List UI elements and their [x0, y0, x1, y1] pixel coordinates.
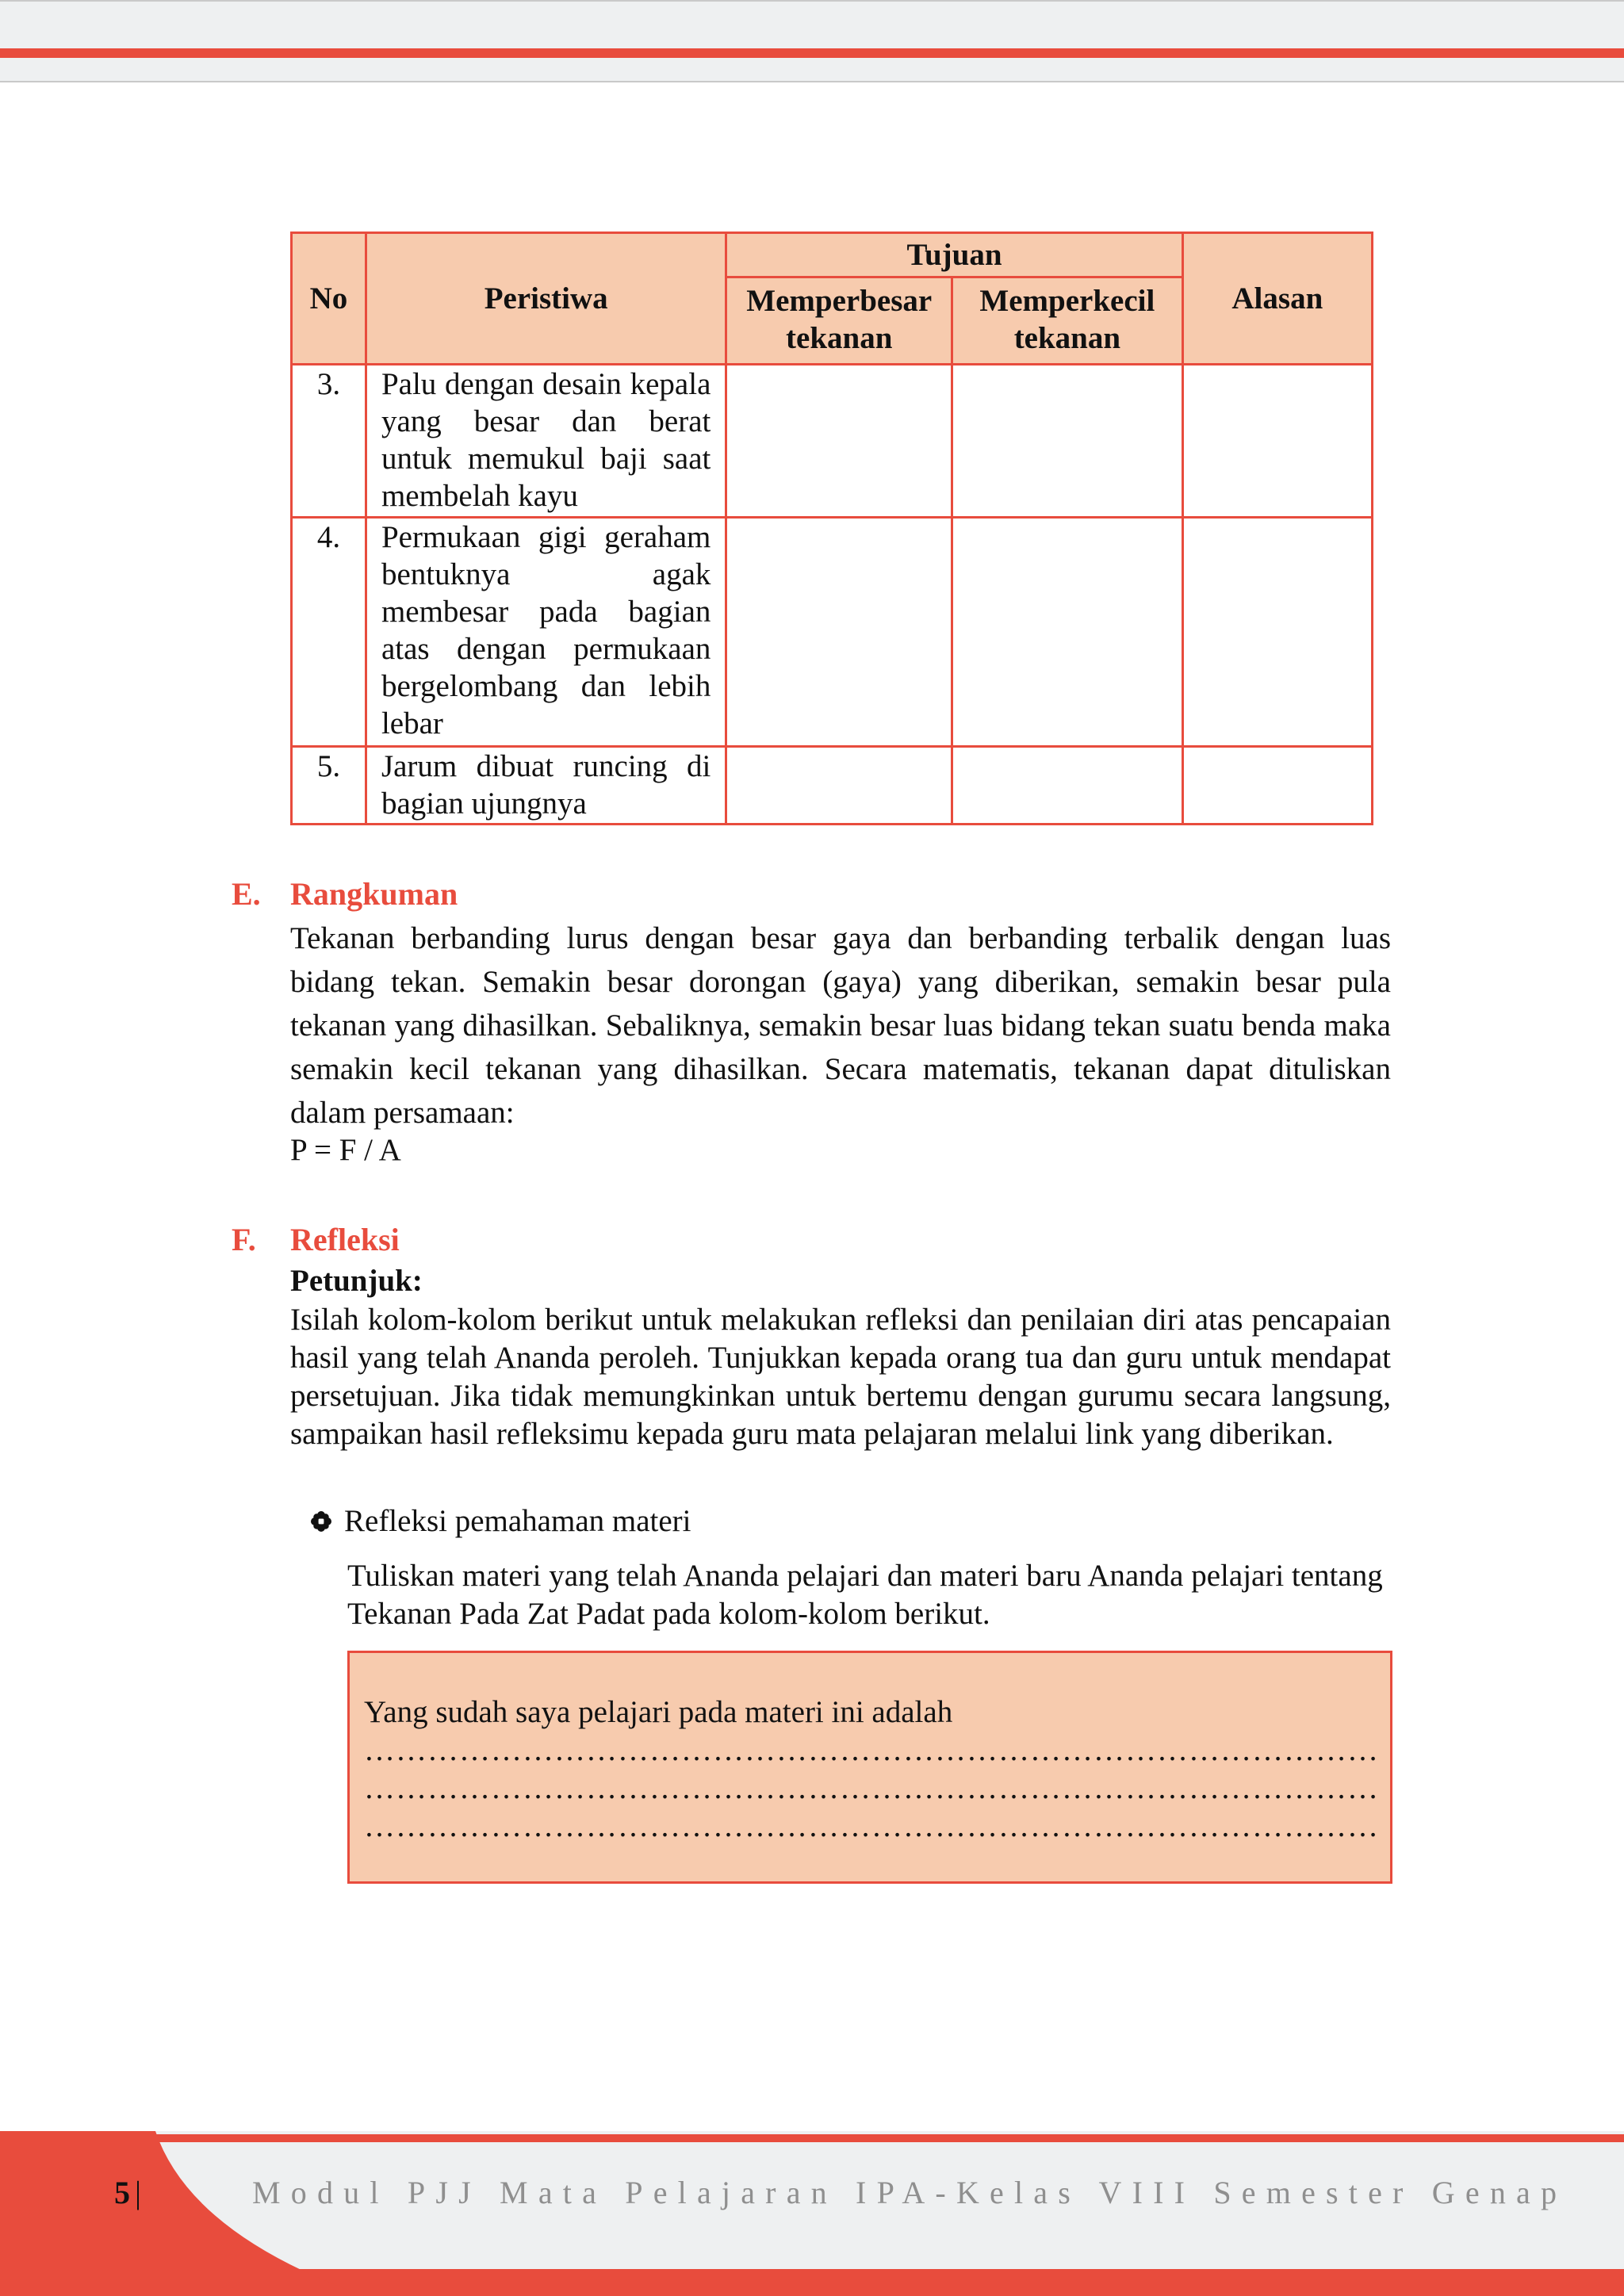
cell-alasan[interactable]	[1182, 518, 1372, 747]
header-accent-line	[0, 48, 1624, 58]
header-alasan: Alasan	[1182, 233, 1372, 365]
cell-memperbesar[interactable]	[726, 518, 952, 747]
reflection-box[interactable]	[347, 1651, 1392, 1884]
footer-module-title: Modul PJJ Mata Pelajaran IPA-Kelas VIII Semester Genap	[252, 2175, 1568, 2210]
table-row	[292, 518, 1373, 747]
dotted-answer-line[interactable]: ……………………………………………………………………………………	[364, 1809, 1379, 1843]
header-no: No	[292, 233, 366, 365]
table-row	[292, 365, 1373, 518]
row-peristiwa: Permukaan gigi geraham bentuknya agak membesar pada bagian atas dengan permukaan bergelombang dan lebih lebar	[366, 518, 726, 747]
pressure-formula: P = F / A	[290, 1133, 401, 1167]
section-e-letter: E.	[232, 876, 261, 912]
row-no: 5.	[292, 747, 366, 825]
section-f-letter: F.	[232, 1222, 256, 1257]
header-peristiwa: Peristiwa	[366, 233, 726, 365]
page-number: 5 |	[114, 2175, 142, 2210]
section-f-title: Refleksi	[290, 1222, 400, 1257]
header-memperkecil: Memperkecil tekanan	[952, 277, 1183, 365]
section-e-title: Rangkuman	[290, 876, 458, 912]
section-f-body: Isilah kolom-kolom berikut untuk melakukan refleksi dan penilaian diri atas pencapaian hasil yang telah Ananda peroleh. Tunjukkan kepada orang tua dan guru untuk mendapat persetujuan. Jika tidak memungkinkan untuk bertemu dengan gurumu secara langsung, sampaikan hasil refleksimu kepada guru mata pelajaran melalui link yang diberikan.	[290, 1303, 1391, 1451]
peristiwa-table	[290, 232, 1373, 825]
section-e-body: Tekanan berbanding lurus dengan besar gaya dan berbanding terbalik dengan luas bidang tekan. Semakin besar dorongan (gaya) yang diberikan, semakin besar pula tekanan yang dihasilkan. Sebaliknya, semakin besar luas bidang tekan suatu benda maka semakin kecil tekanan yang dihasilkan. Secara matematis, tekanan dapat dituliskan dalam persamaan:	[290, 921, 1391, 1130]
footer-red-swoosh	[0, 2131, 396, 2296]
cell-memperkecil[interactable]	[952, 518, 1183, 747]
row-peristiwa: Jarum dibuat runcing di bagian ujungnya	[366, 747, 726, 825]
cell-memperbesar[interactable]	[726, 365, 952, 518]
row-peristiwa: Palu dengan desain kepala yang besar dan berat untuk memukul baji saat membelah kayu	[366, 365, 726, 518]
flower-bullet-icon	[311, 1511, 331, 1532]
header-tujuan: Tujuan	[726, 233, 1182, 277]
cell-memperkecil[interactable]	[952, 365, 1183, 518]
petunjuk-label: Petunjuk:	[290, 1264, 423, 1298]
cell-memperkecil[interactable]	[952, 747, 1183, 825]
row-no: 4.	[292, 518, 366, 747]
cell-alasan[interactable]	[1182, 365, 1372, 518]
header-memperbesar: Memperbesar tekanan	[726, 277, 952, 365]
bullet-label: Refleksi pemahaman materi	[344, 1504, 691, 1538]
reflection-box-title: Yang sudah saya pelajari pada materi ini adalah	[364, 1695, 953, 1729]
table-row	[292, 747, 1373, 825]
bullet-item	[311, 1503, 691, 1539]
dotted-answer-line[interactable]: ……………………………………………………………………………………	[364, 1733, 1379, 1767]
row-no: 3.	[292, 365, 366, 518]
dotted-answer-line[interactable]: ……………………………………………………………………………………	[364, 1771, 1379, 1805]
page-header-band	[0, 0, 1624, 82]
cell-memperbesar[interactable]	[726, 747, 952, 825]
cell-alasan[interactable]	[1182, 747, 1372, 825]
reflection-instruction: Tuliskan materi yang telah Ananda pelajari dan materi baru Ananda pelajari tentang Tekanan Pada Zat Padat pada kolom-kolom berikut.	[347, 1559, 1383, 1631]
